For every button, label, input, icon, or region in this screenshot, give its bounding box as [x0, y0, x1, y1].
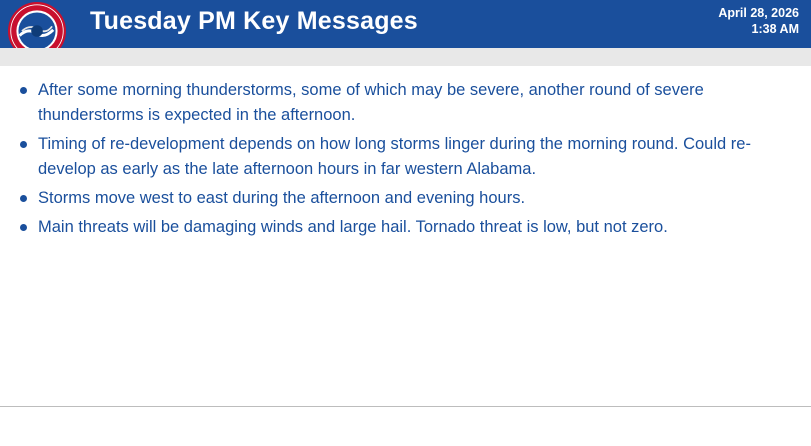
- slide-header: [0, 0, 811, 48]
- list-item: [14, 186, 793, 211]
- list-item: [14, 215, 793, 240]
- bullet-icon: [20, 195, 27, 202]
- list-item: [14, 132, 793, 182]
- bullet-icon: [20, 87, 27, 94]
- header-underband: [0, 48, 811, 66]
- list-item-text: Timing of re-development depends on how long storms linger during the morning round. Could re-develop as early as the late afternoon hours in far western Alabama.: [38, 135, 751, 178]
- slide-body: [0, 66, 811, 406]
- header-time: 1:38 AM: [751, 22, 799, 36]
- list-item: [14, 78, 793, 128]
- list-item-text: Main threats will be damaging winds and large hail. Tornado threat is low, but not zero.: [38, 218, 668, 236]
- slide-footer: [0, 407, 811, 446]
- key-messages-list: [0, 66, 811, 240]
- header-date: April 28, 2026: [718, 6, 799, 20]
- bullet-icon: [20, 141, 27, 148]
- list-item-text: Storms move west to east during the afternoon and evening hours.: [38, 189, 526, 207]
- list-item-text: After some morning thunderstorms, some of which may be severe, another round of severe thunderstorms is expected in the afternoon.: [38, 81, 704, 124]
- bullet-icon: [20, 224, 27, 231]
- header-datetime: [718, 5, 799, 37]
- page-title: Tuesday PM Key Messages: [90, 7, 418, 35]
